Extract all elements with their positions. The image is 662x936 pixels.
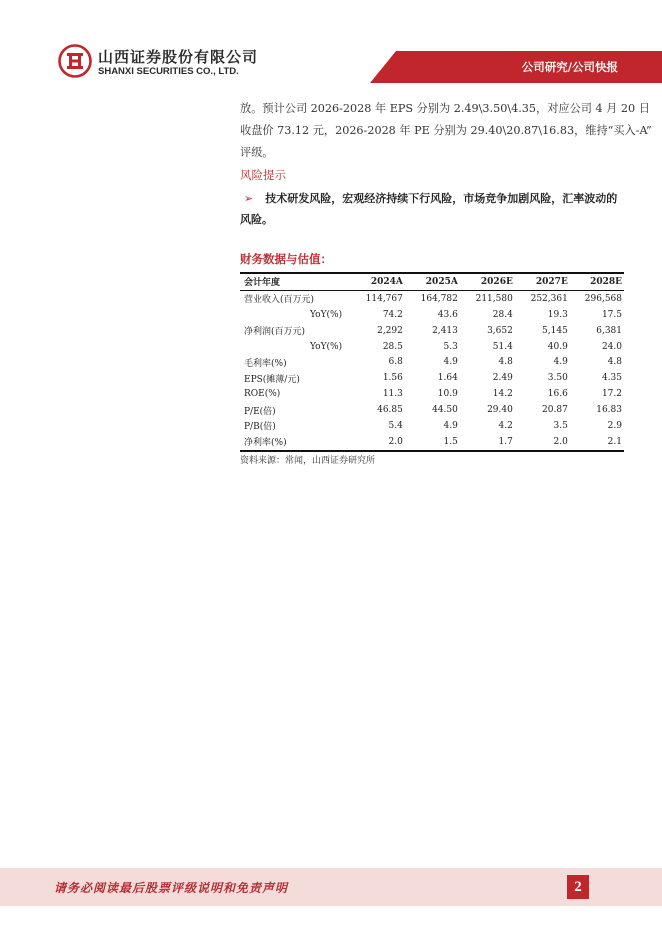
main-content — [240, 98, 652, 468]
table-cell: 14.2 — [492, 389, 513, 400]
table-cell: 43.6 — [437, 309, 458, 320]
table-header-row — [240, 273, 624, 290]
table-cell: 29.40 — [487, 405, 513, 416]
table-cell: 6.8 — [388, 357, 403, 368]
disclaimer-notice: 请务必阅读最后股票评级说明和免责声明 — [54, 881, 289, 895]
table-cell: 16.6 — [547, 389, 568, 400]
column-header: 2025A — [405, 273, 460, 290]
page-footer — [0, 868, 662, 906]
table-cell: 1.64 — [437, 373, 458, 384]
table-cell: 1.7 — [460, 434, 515, 451]
table-cell: 28.4 — [492, 309, 513, 320]
table-cell: 2.0 — [351, 434, 405, 451]
risk-heading: 风险提示 — [240, 168, 286, 182]
table-cell: 46.85 — [377, 405, 403, 416]
paragraph-line: 评级。 — [240, 146, 274, 159]
row-label: 净利润(百万元) — [244, 327, 306, 338]
company-logo-icon — [58, 44, 92, 78]
risk-text: 技术研发风险，宏观经济持续下行风险，市场竞争加剧风险，汇率波动的风险。 — [240, 192, 618, 226]
row-label: P/E(倍) — [244, 406, 276, 417]
table-cell: 4.9 — [443, 357, 458, 368]
table-cell: 17.5 — [601, 309, 622, 320]
row-label: YoY(%) — [310, 309, 343, 320]
table-cell: 2.9 — [607, 420, 622, 431]
section-ribbon — [370, 51, 662, 83]
company-name-cn: 山西证券股份有限公司 — [98, 48, 259, 66]
table-cell: 4.35 — [601, 373, 622, 384]
table-cell: 252,361 — [530, 293, 568, 304]
table-cell: 2,413 — [432, 325, 458, 336]
table-row — [240, 290, 624, 306]
table-cell: 4.8 — [498, 357, 513, 368]
row-label: 营业收入(百万元) — [244, 295, 315, 306]
table-cell: 11.3 — [382, 389, 403, 400]
table-row — [240, 434, 624, 451]
table-row — [240, 339, 624, 355]
table-cell: 6,381 — [596, 325, 622, 336]
risk-item — [240, 188, 624, 230]
column-header: 2026E — [460, 273, 515, 290]
table-cell: 24.0 — [601, 341, 622, 352]
table-cell: 5.3 — [443, 341, 458, 352]
table-row — [240, 307, 624, 323]
table-cell: 5.4 — [388, 420, 403, 431]
paragraph-line: 收盘价 73.12 元，2026-2028 年 PE 分别为 29.40\20.87\16.83，维持“买入-A” — [240, 124, 652, 137]
column-header: 2028E — [570, 273, 624, 290]
row-label: YoY(%) — [310, 341, 343, 352]
table-source: 资料来源：常闻，山西证券研究所 — [240, 455, 376, 466]
page-number: 2 — [567, 875, 589, 899]
column-header: 2027E — [515, 273, 570, 290]
table-cell: 17.2 — [601, 389, 622, 400]
financial-table — [240, 272, 624, 452]
table-cell: 4.9 — [443, 420, 458, 431]
page-header — [0, 0, 662, 90]
table-cell: 211,580 — [475, 293, 513, 304]
table-cell: 40.9 — [547, 341, 568, 352]
table-cell: 2.49 — [492, 373, 513, 384]
table-cell: 4.9 — [553, 357, 568, 368]
table-cell: 296,568 — [584, 293, 622, 304]
table-cell: 164,782 — [420, 293, 458, 304]
table-cell: 16.83 — [596, 405, 622, 416]
table-row — [240, 370, 624, 386]
table-cell: 2.0 — [515, 434, 570, 451]
table-cell: 114,767 — [365, 293, 403, 304]
arrow-bullet-icon: ➢ — [244, 192, 254, 205]
valuation-paragraph — [240, 98, 652, 164]
financial-table-title: 财务数据与估值： — [240, 252, 332, 266]
table-row — [240, 354, 624, 370]
table-cell: 19.3 — [547, 309, 568, 320]
table-cell: 10.9 — [437, 389, 458, 400]
table-cell: 3,652 — [487, 325, 513, 336]
report-category: 公司研究/公司快报 — [521, 60, 618, 74]
column-header: 会计年度 — [240, 273, 351, 290]
row-label: 毛利率(%) — [244, 358, 287, 369]
table-cell: 4.8 — [607, 357, 622, 368]
table-cell: 2,292 — [377, 325, 403, 336]
row-label: ROE(%) — [244, 389, 281, 400]
table-cell: 5,145 — [542, 325, 568, 336]
table-row — [240, 386, 624, 402]
table-cell: 20.87 — [542, 405, 568, 416]
row-label: EPS(摊薄/元) — [244, 374, 300, 385]
table-cell: 2.1 — [570, 434, 624, 451]
table-cell: 4.2 — [498, 420, 513, 431]
company-name-en: SHANXI SECURITIES CO., LTD. — [98, 66, 239, 77]
paragraph-line: 放。预计公司 2026-2028 年 EPS 分别为 2.49\3.50\4.35，对应公司 4 月 20 日 — [240, 102, 650, 115]
table-cell: 1.5 — [405, 434, 460, 451]
table-cell: 1.56 — [382, 373, 403, 384]
row-label: 净利率(%) — [240, 434, 351, 451]
table-cell: 74.2 — [382, 309, 403, 320]
table-row — [240, 323, 624, 339]
table-cell: 28.5 — [382, 341, 403, 352]
table-cell: 3.5 — [553, 420, 568, 431]
table-cell: 3.50 — [547, 373, 568, 384]
table-cell: 51.4 — [492, 341, 513, 352]
row-label: P/B(倍) — [244, 422, 276, 433]
table-cell: 44.50 — [432, 405, 458, 416]
table-row — [240, 418, 624, 434]
table-row — [240, 402, 624, 418]
column-header: 2024A — [351, 273, 405, 290]
